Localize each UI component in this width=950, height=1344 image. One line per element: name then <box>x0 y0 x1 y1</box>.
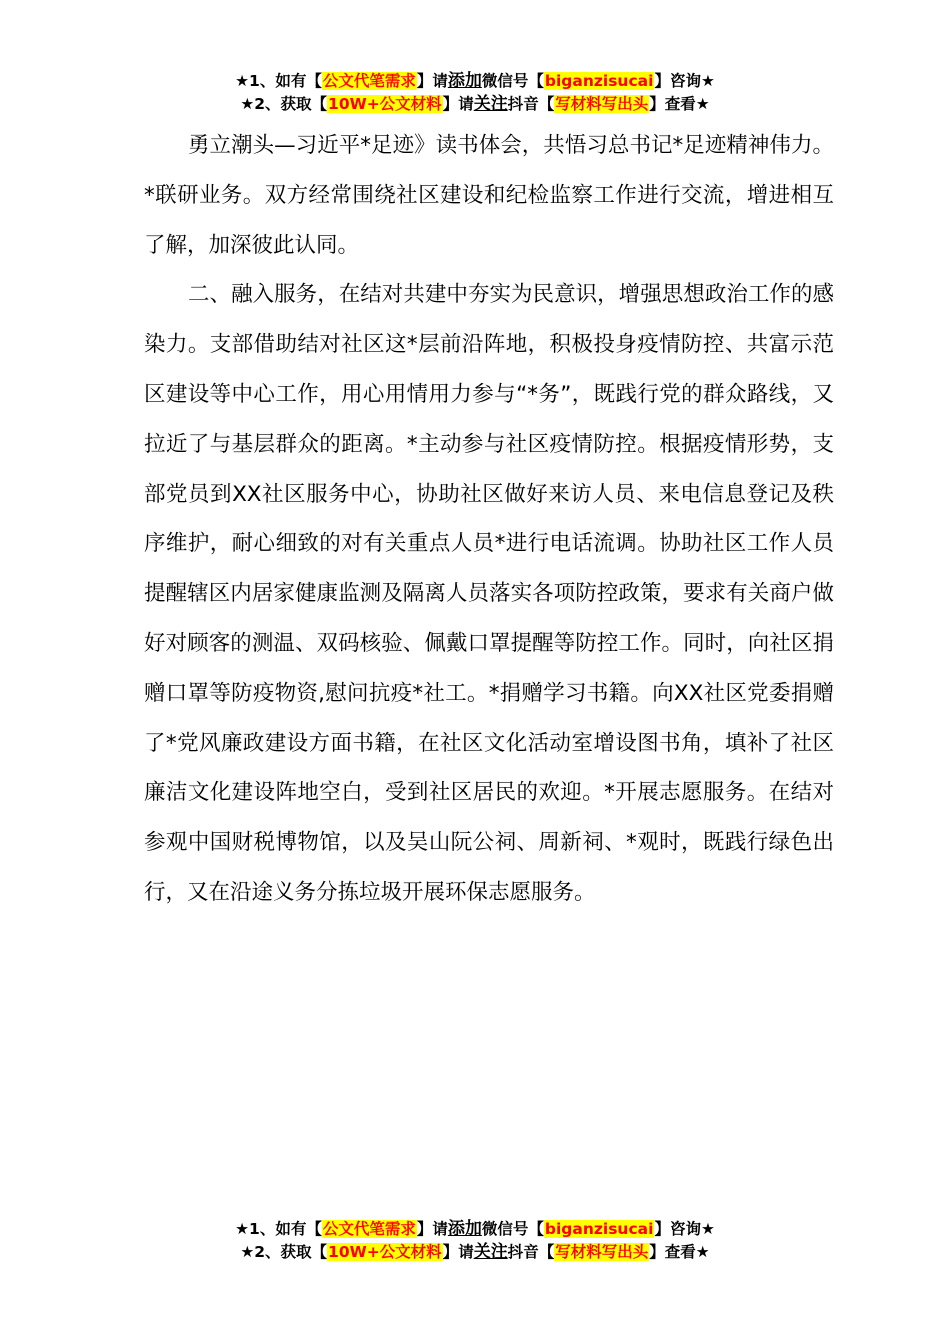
body-paragraph: 二、融入服务，在结对共建中夯实为民意识，增强思想政治工作的感染力。支部借助结对社区这*层前沿阵地，积极投身疫情防控、共富示范区建设等中心工作，用心用情用力参与“*务”，既践行党的群众路线，又拉近了与基层群众的距离。*主动参与社区疫情防控。根据疫情形势，支部党员到XX社区服务中心，协助社区做好来访人员、来电信息登记及秩序维护，耐心细致的对有关重点人员*进行电话流调。协助社区工作人员提醒辖区内居家健康监测及隔离人员落实各项防控政策，要求有关商户做好对顾客的测温、双码核验、佩戴口罩提醒等防控工作。同时，向社区捐赠口罩等防疫物资,慰问抗疫*社工。*捐赠学习书籍。向XX社区党委捐赠了*党风廉政建设方面书籍，在社区文化活动室增设图书角，填补了社区廉洁文化建设阵地空白，受到社区居民的欢迎。*开展志愿服务。在结对参观中国财税博物馆，以及吴山阮公祠、周新祠、*观时，既践行绿色出行，又在沿途义务分拣垃圾开展环保志愿服务。 <box>144 282 834 905</box>
promo-highlight: 公文代笔需求 <box>322 72 416 90</box>
promo-highlight: 公文代笔需求 <box>322 1220 416 1238</box>
promo-banner-bottom <box>0 1218 950 1264</box>
promo-line-1 <box>0 70 950 93</box>
promo-text: 】请 <box>416 1220 448 1238</box>
promo-line-2 <box>0 93 950 116</box>
promo-text: ★1、如有【 <box>235 72 322 90</box>
promo-text: 抖音【 <box>507 95 555 113</box>
promo-text: ★2、获取【 <box>240 1243 328 1261</box>
promo-emphasis: 关注 <box>473 1242 508 1262</box>
promo-text: 】咨询★ <box>654 1220 715 1238</box>
promo-emphasis: 添加 <box>447 71 482 91</box>
promo-text: 微信号【 <box>481 72 544 90</box>
promo-emphasis: 关注 <box>473 94 508 114</box>
promo-text: 】查看★ <box>649 1243 710 1261</box>
promo-text: 】请 <box>442 1243 474 1261</box>
promo-text: ★1、如有【 <box>235 1220 322 1238</box>
promo-text: 】查看★ <box>649 95 710 113</box>
promo-text: ★2、获取【 <box>240 95 328 113</box>
promo-emphasis: 添加 <box>447 1219 482 1239</box>
promo-wechat-id: biganzisucai <box>544 1220 654 1238</box>
promo-text: 】请 <box>442 95 474 113</box>
promo-text: 】请 <box>416 72 448 90</box>
promo-banner-top <box>0 70 950 116</box>
promo-wechat-id: biganzisucai <box>544 72 654 90</box>
promo-text: 】咨询★ <box>654 72 715 90</box>
promo-douyin-id: 写材料写出头 <box>555 95 649 113</box>
promo-highlight: 10W+公文材料 <box>328 95 442 113</box>
promo-line-2 <box>0 1241 950 1264</box>
promo-douyin-id: 写材料写出头 <box>555 1243 649 1261</box>
body-paragraph: 勇立潮头—习近平*足迹》读书体会，共悟习总书记*足迹精神伟力。*联研业务。双方经常围绕社区建设和纪检监察工作进行交流，增进相互了解，加深彼此认同。 <box>144 133 834 258</box>
promo-line-1 <box>0 1218 950 1241</box>
promo-text: 抖音【 <box>507 1243 555 1261</box>
document-body <box>144 121 834 918</box>
promo-text: 微信号【 <box>481 1220 544 1238</box>
promo-highlight: 10W+公文材料 <box>328 1243 442 1261</box>
